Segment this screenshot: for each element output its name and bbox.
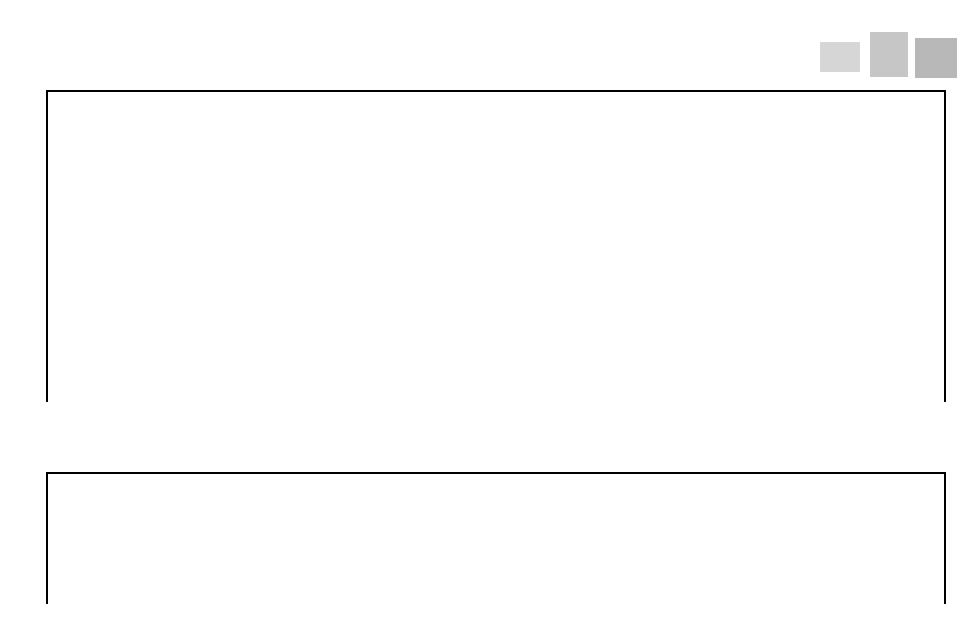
energy-summary-table (46, 472, 946, 604)
header-decoration (815, 32, 960, 82)
energy-demand-table (46, 90, 946, 402)
met-bme-logo (738, 0, 739, 31)
